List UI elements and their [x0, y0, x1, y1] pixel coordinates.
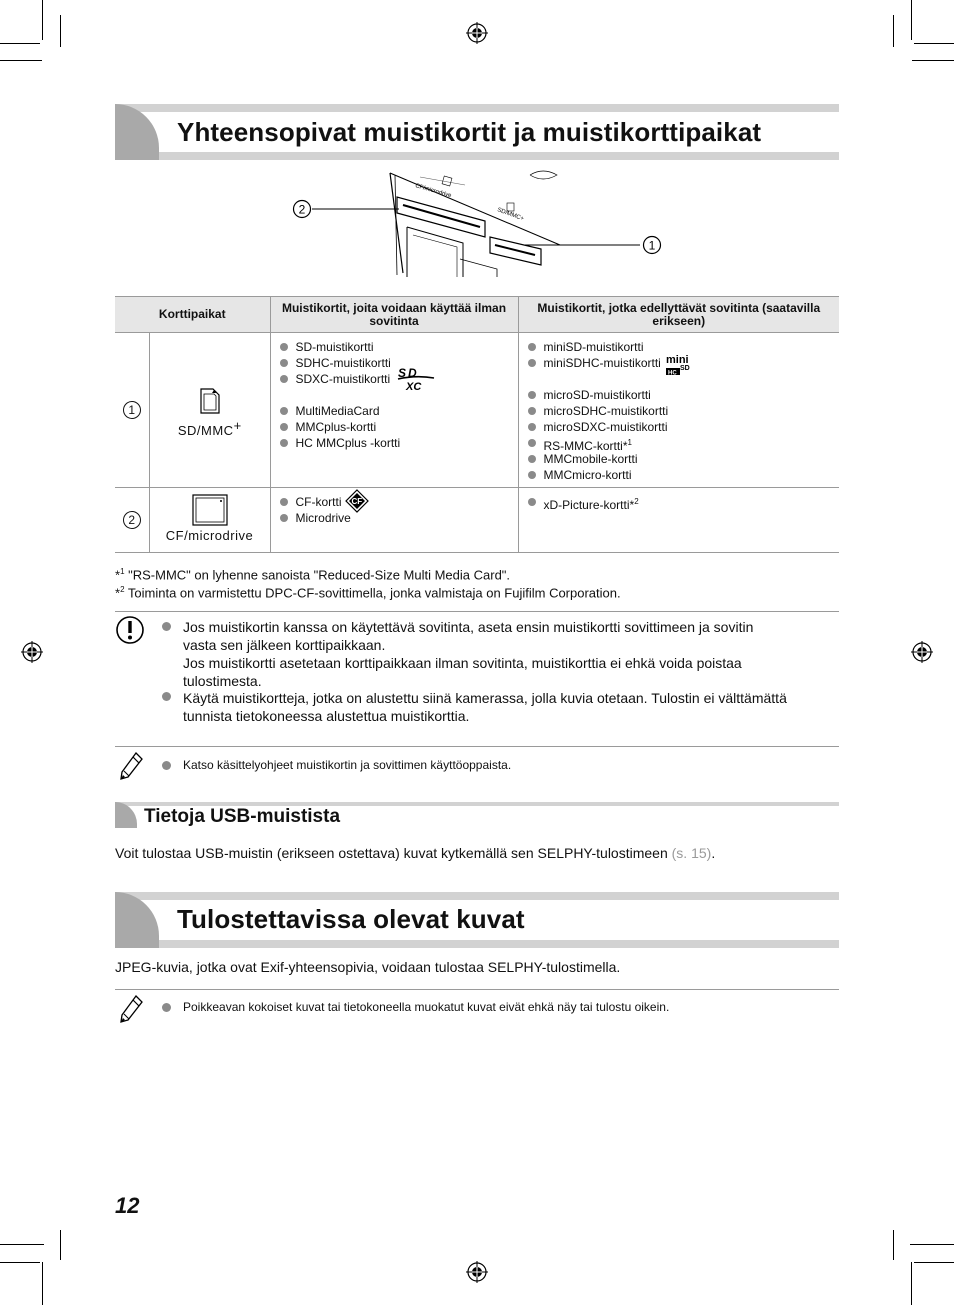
table-row — [115, 333, 839, 488]
header-adapter: Muistikortit, jotka edellyttävät sovitinta (saatavilla erikseen) — [518, 297, 839, 333]
divider — [115, 746, 839, 747]
page-title: Yhteensopivat muistikortit ja muistikorttipaikat — [177, 117, 762, 147]
list-item: SDHC-muistikortti — [280, 355, 518, 371]
callout-1: 1 — [648, 238, 656, 253]
memory-card-table — [115, 296, 839, 553]
cf-slot-label: CF/microdrive — [414, 183, 452, 200]
bullet — [162, 622, 171, 631]
section-title: Tulostettavissa olevat kuvat — [177, 904, 525, 934]
svg-text:D: D — [408, 366, 417, 380]
slot-label-sd: SD/MMC — [177, 423, 234, 438]
divider — [115, 989, 839, 990]
registration-mark-icon — [911, 641, 933, 663]
slot-plus: + — [233, 418, 242, 433]
pencil-icon — [118, 994, 144, 1024]
page-reference-link[interactable]: (s. 15) — [671, 845, 712, 861]
row-number: 1 — [123, 401, 141, 419]
divider — [115, 611, 839, 612]
list-item: microSDXC-muistikortti — [528, 419, 840, 435]
list-item: miniSD-muistikortti — [528, 339, 840, 355]
list-item: Microdrive — [280, 510, 518, 526]
sdxc-logo-icon — [396, 365, 438, 391]
subsection-title: Tietoja USB-muistista — [144, 806, 341, 827]
list-item: MultiMediaCard — [280, 403, 518, 419]
subsection-header — [115, 802, 839, 828]
list-item: microSD-muistikortti — [528, 387, 840, 403]
list-item: SD-muistikortti — [280, 339, 518, 355]
caution-icon — [115, 615, 145, 645]
section-header — [115, 104, 839, 160]
list-item: MMCmobile-kortti — [528, 451, 840, 467]
svg-text:SD: SD — [679, 365, 690, 372]
minisd-logo-icon — [665, 351, 699, 377]
section-header — [115, 892, 839, 948]
list-item: RS-MMC-kortti*$^1$ — [528, 435, 840, 451]
svg-text:HC: HC — [667, 370, 677, 377]
footnote: *$^2$ Toiminta on varmistettu DPC-CF-sovittimella, jonka valmistaja on Fujifilm Corporation. — [115, 585, 621, 601]
card-slot-illustration — [285, 165, 675, 277]
bullet — [162, 1003, 171, 1012]
caution-text: Käytä muistikortteja, jotka on alustettu siinä kamerassa, jolla kuvia otetaan. Tulostin ei välttämättä tunnista tietokoneessa alustettua muistikorttia. — [183, 690, 787, 724]
header-slots: Korttipaikat — [115, 297, 270, 333]
svg-text:S: S — [398, 366, 407, 380]
list-item: MMCmicro-kortti — [528, 467, 840, 483]
list-item: MMCplus-kortti — [280, 419, 518, 435]
bullet — [162, 761, 171, 770]
row-number: 2 — [123, 511, 141, 529]
sd-card-icon — [200, 388, 220, 414]
list-item: miniSDHC-muistikortti mini SD HC — [528, 355, 840, 379]
svg-text:mini: mini — [665, 354, 689, 366]
pencil-icon — [118, 751, 144, 781]
registration-mark-icon — [466, 1261, 488, 1283]
sd-slot-label: SD/MMC+ — [496, 207, 525, 223]
memo-text: Poikkeavan kokoiset kuvat tai tietokoneella muokatut kuvat eivät ehkä näy tai tulostu oikein. — [183, 1000, 670, 1014]
usb-paragraph: Voit tulostaa USB-muistin (erikseen ostettava) kuvat kytkemällä sen SELPHY-tulostimeen (s. 15). — [115, 845, 716, 861]
footnote: *$^1$ "RS-MMC" on lyhenne sanoista "Reduced-Size Multi Media Card". — [115, 567, 511, 583]
memo-text: Katso käsittelyohjeet muistikortin ja sovittimen käyttöoppaista. — [183, 758, 512, 772]
list-item: xD-Picture-kortti*$^2$ — [528, 494, 840, 510]
registration-mark-icon — [466, 22, 488, 44]
callout-2: 2 — [298, 202, 306, 217]
svg-text:CF: CF — [351, 497, 362, 506]
table-row — [115, 488, 839, 553]
list-item: HC MMCplus -kortti — [280, 435, 518, 451]
header-no-adapter: Muistikortit, joita voidaan käyttää ilman sovitinta — [270, 297, 518, 333]
list-item: microSDHC-muistikortti — [528, 403, 840, 419]
jpeg-paragraph: JPEG-kuvia, jotka ovat Exif-yhteensopivia, voidaan tulostaa SELPHY-tulostimella. — [115, 959, 621, 975]
registration-mark-icon — [21, 641, 43, 663]
list-item: SDXC-muistikortti S D XC — [280, 371, 518, 395]
svg-text:XC: XC — [406, 381, 422, 391]
page-number: 12 — [115, 1193, 140, 1218]
bullet — [162, 692, 171, 701]
slot-label-cf: CF/microdrive — [165, 528, 254, 543]
list-item: CF-kortti CF — [280, 494, 518, 510]
cf-card-icon — [192, 494, 228, 526]
caution-text: Jos muistikortin kanssa on käytettävä sovitinta, aseta ensin muistikortti sovittimeen ja sovitin vasta sen jälkeen korttipaikkaan. Jos muistikortti asetetaan korttipaikkaan ilman sovitinta, muistikorttia ei ehkä voida poistaa tulostimesta. — [183, 619, 754, 689]
